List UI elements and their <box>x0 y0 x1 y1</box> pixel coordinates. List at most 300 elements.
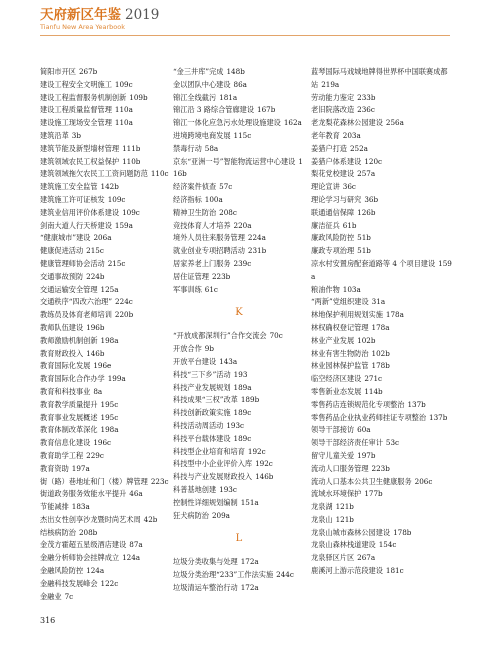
index-term: 科技平台载体建设 <box>173 433 231 443</box>
index-entry <box>311 66 453 92</box>
index-entry <box>173 556 305 569</box>
index-page-ref: 111b <box>122 143 141 153</box>
index-entry <box>173 66 305 79</box>
index-entry <box>40 348 170 361</box>
index-term: 联通通信保障 <box>311 207 355 217</box>
index-page-ref: 58a <box>204 143 219 153</box>
index-page-ref: 223b <box>211 271 231 281</box>
index-term: 简阳市开区 <box>40 67 76 76</box>
index-term: 林权确权登记管理 <box>311 322 369 332</box>
index-page-ref: 31a <box>371 297 386 307</box>
index-page-ref: 162a <box>283 118 302 128</box>
index-entry <box>311 539 453 552</box>
index-term: “开放成都深圳行”合作交流会 <box>173 331 267 341</box>
index-page-ref: 110b <box>122 156 141 166</box>
index-entry <box>173 407 305 420</box>
index-term: 竞技体育人才培养 <box>173 220 231 230</box>
index-page-ref: 189c <box>233 433 252 443</box>
index-entry <box>173 156 305 182</box>
index-entry <box>311 194 453 207</box>
index-entry <box>311 335 453 348</box>
index-entry <box>40 143 170 156</box>
index-page-ref: 189a <box>233 382 252 392</box>
index-page-ref: 223b <box>371 463 390 473</box>
index-entry <box>40 245 170 258</box>
index-entry <box>311 488 453 501</box>
index-entry <box>40 527 170 540</box>
index-page-ref: 51b <box>357 246 371 256</box>
index-entry <box>173 356 305 369</box>
index-entry <box>311 245 453 258</box>
index-entry <box>173 582 305 595</box>
index-page-ref: 198a <box>100 425 119 435</box>
index-entry <box>40 335 170 348</box>
index-page-ref: 102b <box>357 335 376 345</box>
index-page-ref: 244c <box>276 570 294 580</box>
index-page-ref: 206a <box>93 233 112 243</box>
index-entry <box>173 382 305 395</box>
index-page-ref: 109c <box>122 207 140 217</box>
index-page-ref: 126b <box>357 207 376 217</box>
index-term: 廉政风险防控 <box>311 233 355 243</box>
index-page-ref: 189c <box>233 408 252 418</box>
index-entry <box>40 130 170 143</box>
index-term: 科技“三下乡”活动 <box>173 369 231 379</box>
index-entry <box>40 437 170 450</box>
index-page-ref: 100a <box>204 194 223 204</box>
index-term: 理论学习与研究 <box>311 194 362 204</box>
yearbook-year: 2019 <box>125 7 160 23</box>
index-entry <box>311 527 453 540</box>
index-term: 教育体制改革深化 <box>40 425 98 435</box>
index-term: 教育资助 <box>40 463 69 473</box>
index-page-ref: 154c <box>378 540 397 550</box>
index-page-ref: 137b <box>407 399 426 409</box>
index-page-ref: 203a <box>342 130 361 140</box>
index-entry <box>311 92 453 105</box>
index-entry <box>173 471 305 484</box>
index-term: 建设施工现场安全管理 <box>40 118 112 128</box>
index-term: 街道政务服务效能水平提升 <box>40 489 127 499</box>
index-page-ref: 224a <box>247 233 266 243</box>
index-term: 林业产业发展 <box>311 335 355 345</box>
index-entry <box>173 245 305 258</box>
index-page-ref: 215c <box>86 246 104 256</box>
index-page-ref: 159a <box>311 258 452 281</box>
index-term: 开放合作 <box>173 344 202 354</box>
index-term: 科技型企业培育和培育 <box>173 446 245 456</box>
index-page-ref: 229c <box>86 450 104 460</box>
index-term: 建设工程监督服务机制创新 <box>40 92 127 102</box>
section-letter: L <box>235 533 243 545</box>
index-term: 流域水环境保护 <box>311 489 362 499</box>
index-term: 龙泉山城市森林公园建设 <box>311 527 391 537</box>
index-entry <box>311 373 453 386</box>
index-term: 领导干部接访 <box>311 425 355 435</box>
index-term: 经济指标 <box>173 194 202 204</box>
index-page-ref: 257a <box>357 169 376 179</box>
index-entry <box>311 514 453 527</box>
index-page-ref: 178a <box>371 322 390 332</box>
index-entry <box>311 476 453 489</box>
index-entry <box>40 258 170 271</box>
index-term: 科普基地创建 <box>173 484 217 494</box>
index-entry <box>311 565 453 578</box>
index-term: 教育信息化建设 <box>40 438 91 448</box>
index-page-ref: 197a <box>71 463 90 473</box>
index-term: 劳动能力鉴定 <box>311 92 355 102</box>
index-term: 建筑领域农民工权益保护 <box>40 156 120 166</box>
index-term: 金融风险防控 <box>40 566 84 576</box>
index-entry <box>173 207 305 220</box>
index-term: 开放平台建设 <box>173 356 217 366</box>
index-term: 禁毒行动 <box>173 143 202 153</box>
index-entry <box>173 369 305 382</box>
index-page-ref: 178b <box>371 361 390 371</box>
index-entry <box>40 92 170 105</box>
index-entry <box>311 309 453 322</box>
index-page-ref: 208b <box>78 527 98 537</box>
index-term: 教师激励机制创新 <box>40 335 98 345</box>
index-page-ref: 189b <box>240 395 260 405</box>
index-term: 领导干部经济责任审计 <box>311 438 383 448</box>
index-term: 锦江沿 3 路综合管廊建设 <box>173 105 255 115</box>
index-entry <box>173 104 305 117</box>
index-entry <box>173 130 305 143</box>
index-entry <box>173 194 305 207</box>
index-entry <box>311 130 453 143</box>
index-term: 老龙梨花森林公园建设 <box>311 118 383 128</box>
index-term: 凉水村安置房配套道路等 4 个项目建设 <box>311 258 436 268</box>
index-page-ref: 220a <box>233 220 252 230</box>
index-term: 锦江一体化应急污水处理设施建设 <box>173 118 281 128</box>
index-page-ref: 198a <box>100 335 119 345</box>
index-term: 龙泉驿区片区 <box>311 553 355 563</box>
index-page-ref: 115c <box>233 130 252 140</box>
index-page-ref: 9b <box>204 344 214 354</box>
section-letter: K <box>235 307 243 319</box>
index-term: 锦江全线截污 <box>173 92 217 102</box>
index-entry <box>173 343 305 356</box>
index-entry <box>40 565 170 578</box>
index-page-ref: 199a <box>107 374 126 384</box>
index-term: 垃圾清运车整治行动 <box>173 582 238 592</box>
index-term: 理论宣讲 <box>311 182 340 192</box>
index-entry <box>311 232 453 245</box>
index-term: 梨花党校建设 <box>311 169 355 179</box>
index-entry <box>173 433 305 446</box>
index-page-ref: 197b <box>357 450 376 460</box>
index-entry <box>40 156 170 169</box>
index-page-ref: 86a <box>233 79 247 89</box>
index-page-ref: 57c <box>219 182 233 192</box>
index-page-ref: 252a <box>349 143 368 153</box>
index-entry <box>173 446 305 459</box>
yearbook-subtitle: Tianfu New Area Yearbook <box>40 23 126 31</box>
index-entry <box>40 271 170 284</box>
index-entry <box>311 424 453 437</box>
index-page-ref: 137b <box>429 412 448 422</box>
index-entry <box>40 309 170 322</box>
index-page-ref: 195c <box>100 412 119 422</box>
index-entry <box>40 488 170 501</box>
index-entry <box>40 424 170 437</box>
index-page-ref: 219a <box>321 79 340 89</box>
index-page-ref: 192c <box>255 459 273 469</box>
index-entry <box>40 181 170 194</box>
index-page-ref: 193c <box>226 420 245 430</box>
index-term: 建筑施工许可证核发 <box>40 194 105 204</box>
index-entry <box>40 220 170 233</box>
index-term: 姜猎户体系建设 <box>311 156 362 166</box>
index-entry <box>40 322 170 335</box>
index-entry <box>173 569 305 582</box>
index-entry <box>311 104 453 117</box>
index-entry <box>40 463 170 476</box>
index-page-ref: 114b <box>364 386 383 396</box>
index-entry <box>173 510 305 523</box>
index-entry <box>173 394 305 407</box>
index-term: 科技与产业发展财政投入 <box>173 472 253 482</box>
index-entry <box>40 539 170 552</box>
index-page-ref: 110a <box>114 118 133 128</box>
index-term: 垃圾分类治理“233”工作法实施 <box>173 570 274 580</box>
index-term: 建设工程质量监督管理 <box>40 105 112 115</box>
index-entry <box>173 143 305 156</box>
index-page-ref: 103a <box>342 284 361 294</box>
index-term: 科技成果“三权”改革 <box>173 395 238 405</box>
index-page-ref: 183a <box>71 502 90 512</box>
index-term: 经济案件侦查 <box>173 182 217 192</box>
index-page-ref: 193 <box>233 369 248 379</box>
index-column-1 <box>40 66 170 603</box>
index-page-ref: 122c <box>100 578 119 588</box>
yearbook-title <box>40 7 159 23</box>
index-term: 精神卫生防治 <box>173 207 217 217</box>
index-term: 科技产业发展规划 <box>173 382 231 392</box>
index-term: “两新”党组织建设 <box>311 297 369 307</box>
index-page-ref: 196c <box>93 438 112 448</box>
index-entry <box>40 514 170 527</box>
index-page-ref: 70c <box>269 331 283 341</box>
index-entry <box>173 497 305 510</box>
index-entry <box>40 591 170 604</box>
index-entry <box>40 476 170 489</box>
index-entry <box>40 578 170 591</box>
index-page-ref: 109b <box>129 92 148 102</box>
index-entry <box>173 271 305 284</box>
index-entry <box>173 181 305 194</box>
index-entry <box>173 220 305 233</box>
index-term: 老年教育 <box>311 130 340 140</box>
index-entry <box>40 450 170 463</box>
index-term: 交通事故预防 <box>40 271 84 281</box>
index-page-ref: 116b <box>173 156 303 179</box>
index-page-ref: 110c <box>150 169 169 179</box>
index-entry <box>311 450 453 463</box>
index-term: 交通秩序“四改六治理” <box>40 297 113 307</box>
index-entry <box>40 552 170 565</box>
index-term: 境外人员往来服务管理 <box>173 233 245 243</box>
index-term: 留守儿童关爱 <box>311 450 355 460</box>
index-page-ref: 206c <box>414 476 433 486</box>
index-entry <box>311 386 453 399</box>
index-term: 建筑领域拖欠农民工工资问题防范 <box>40 169 148 179</box>
index-page-ref: 36b <box>364 194 379 204</box>
index-entry <box>311 437 453 450</box>
index-term: 教育财政投入 <box>40 348 84 358</box>
index-entry <box>40 501 170 514</box>
index-term: 鹿溪河上游示范段建设 <box>311 566 383 576</box>
index-term: 科技型中小企业评价入库 <box>173 459 253 469</box>
index-entry <box>311 143 453 156</box>
index-entry <box>40 373 170 386</box>
index-entry <box>40 284 170 297</box>
index-term: 交通运输安全管理 <box>40 284 98 294</box>
index-page-ref: 223c <box>150 476 169 486</box>
index-term: 老旧院落改造 <box>311 105 355 115</box>
index-term: 军事训练 <box>173 284 202 294</box>
index-term: 龙泉山 <box>311 514 333 524</box>
index-term: 京东“亚洲一号”智能物流运营中心建设 <box>173 156 296 166</box>
index-entry <box>311 181 453 194</box>
index-entry <box>311 348 453 361</box>
index-page-ref: 178b <box>393 527 412 537</box>
index-entry <box>173 92 305 105</box>
index-term: 居住证管理 <box>173 271 209 281</box>
index-term: 建筑沿革 <box>40 130 69 140</box>
index-page-ref: 109c <box>114 79 133 89</box>
index-page-ref: 110a <box>114 105 133 115</box>
index-term: 教育助学工程 <box>40 450 84 460</box>
index-term: 居家养老上门服务 <box>173 258 231 268</box>
index-page-ref: 143a <box>219 356 238 366</box>
index-term: 节能减排 <box>40 502 69 512</box>
index-entry <box>173 79 305 92</box>
index-term: 临空经济区建设 <box>311 374 362 384</box>
index-page-ref: 146b <box>86 348 105 358</box>
index-entry <box>40 386 170 399</box>
index-term: 控制性详细规划编制 <box>173 497 238 507</box>
index-page-ref: 120c <box>364 156 383 166</box>
index-term: “金三井库”完成 <box>173 67 224 76</box>
index-term: 垃圾分类收集与处理 <box>173 557 238 567</box>
index-page-ref: 178a <box>385 310 404 320</box>
index-entry <box>40 194 170 207</box>
index-entry <box>311 296 453 309</box>
index-page-ref: 220b <box>114 310 134 320</box>
index-page-ref: 271c <box>364 374 383 384</box>
index-term: 建筑施工安全监管 <box>40 182 98 192</box>
index-column-2 <box>173 66 305 595</box>
index-entry <box>40 104 170 117</box>
index-page-ref: 256a <box>385 118 404 128</box>
index-page-ref: 267a <box>357 553 376 563</box>
index-page-ref: 239c <box>233 258 252 268</box>
page-header <box>0 0 480 38</box>
index-term: 零售药品企业执业药师挂证专项整治 <box>311 412 427 422</box>
index-page-ref: 192c <box>247 446 266 456</box>
index-term: 就业创业专项招聘活动 <box>173 246 245 256</box>
index-page-ref: 87a <box>129 540 143 550</box>
index-page-ref: 208c <box>219 207 237 217</box>
index-term: 林业有害生物防治 <box>311 348 369 358</box>
index-entry <box>311 156 453 169</box>
index-term: 蓝琴国际马戏城地牌得世界杯中国联赛成都站 <box>311 67 448 89</box>
index-page-ref: 125a <box>100 284 119 294</box>
index-page-ref: 121b <box>335 502 354 512</box>
index-term: 健康促进活动 <box>40 246 84 256</box>
index-page-ref: 236c <box>357 105 375 115</box>
index-term: 街（路）巷地址和门（楼）牌管理 <box>40 476 148 486</box>
index-term: 金茂方霍超五星级酒店建设 <box>40 540 127 550</box>
index-term: 剑南大道人行天桥建设 <box>40 220 112 230</box>
index-entry <box>173 330 305 343</box>
index-term: 姜猎户打造 <box>311 143 347 153</box>
index-page-ref: 7c <box>64 591 74 601</box>
index-term: 金融分析师协会挂牌成立 <box>40 553 120 563</box>
index-page-ref: 159a <box>114 220 133 230</box>
header-divider <box>40 35 450 36</box>
index-term: 教育国际化发展 <box>40 361 91 371</box>
index-term: 建筑节能及新型墙材管理 <box>40 143 120 153</box>
index-page-ref: 172a <box>240 557 259 567</box>
index-term: 廉政专项治理 <box>311 246 355 256</box>
index-page-ref: 231b <box>247 246 267 256</box>
index-term: 教师队伍建设 <box>40 322 84 332</box>
index-page-ref: 121b <box>335 514 354 524</box>
index-page-ref: 148b <box>226 67 245 76</box>
index-page-ref: 51b <box>357 233 371 243</box>
index-page-ref: 151a <box>240 497 259 507</box>
index-page-ref: 193c <box>219 484 237 494</box>
index-entry <box>311 220 453 233</box>
index-term: 教育事业发展概述 <box>40 412 98 422</box>
index-page-ref: 224c <box>115 297 133 307</box>
index-page-ref: 124a <box>122 553 141 563</box>
index-entry <box>173 232 305 245</box>
index-term: 林地保护利用规划实施 <box>311 310 383 320</box>
index-entry <box>311 168 453 181</box>
index-page-ref: 142b <box>100 182 119 192</box>
index-term: 零售新业态发展 <box>311 386 362 396</box>
index-term: 粮油作物 <box>311 284 340 294</box>
index-page-ref: 8a <box>93 386 103 396</box>
index-page-ref: 60a <box>357 425 371 435</box>
index-page-ref: 209a <box>211 510 230 520</box>
index-page-ref: 61b <box>342 220 357 230</box>
index-term: 狂犬病防治 <box>173 510 209 520</box>
index-term: 教育和科技事业 <box>40 386 91 396</box>
index-page-ref: 172a <box>240 582 259 592</box>
index-term: 零售药店连锁规范化专项整治 <box>311 399 405 409</box>
index-page-ref: 267b <box>78 67 98 76</box>
index-entry <box>40 168 170 181</box>
index-page-ref: 3b <box>71 130 81 140</box>
index-term: 金融业 <box>40 591 62 601</box>
index-page-ref: 146b <box>255 472 274 482</box>
index-term: 流动人口基本公共卫生健康服务 <box>311 476 412 486</box>
index-entry <box>40 66 170 79</box>
index-entry <box>40 117 170 130</box>
index-term: 健康管理师协会活动 <box>40 258 105 268</box>
index-entry <box>311 207 453 220</box>
index-page-ref: 102b <box>371 348 390 358</box>
index-term: 金融科技发展峰会 <box>40 578 98 588</box>
index-entry <box>173 258 305 271</box>
index-term: 龙泉湖 <box>311 502 333 512</box>
index-term: 科技创新政策实施 <box>173 408 231 418</box>
